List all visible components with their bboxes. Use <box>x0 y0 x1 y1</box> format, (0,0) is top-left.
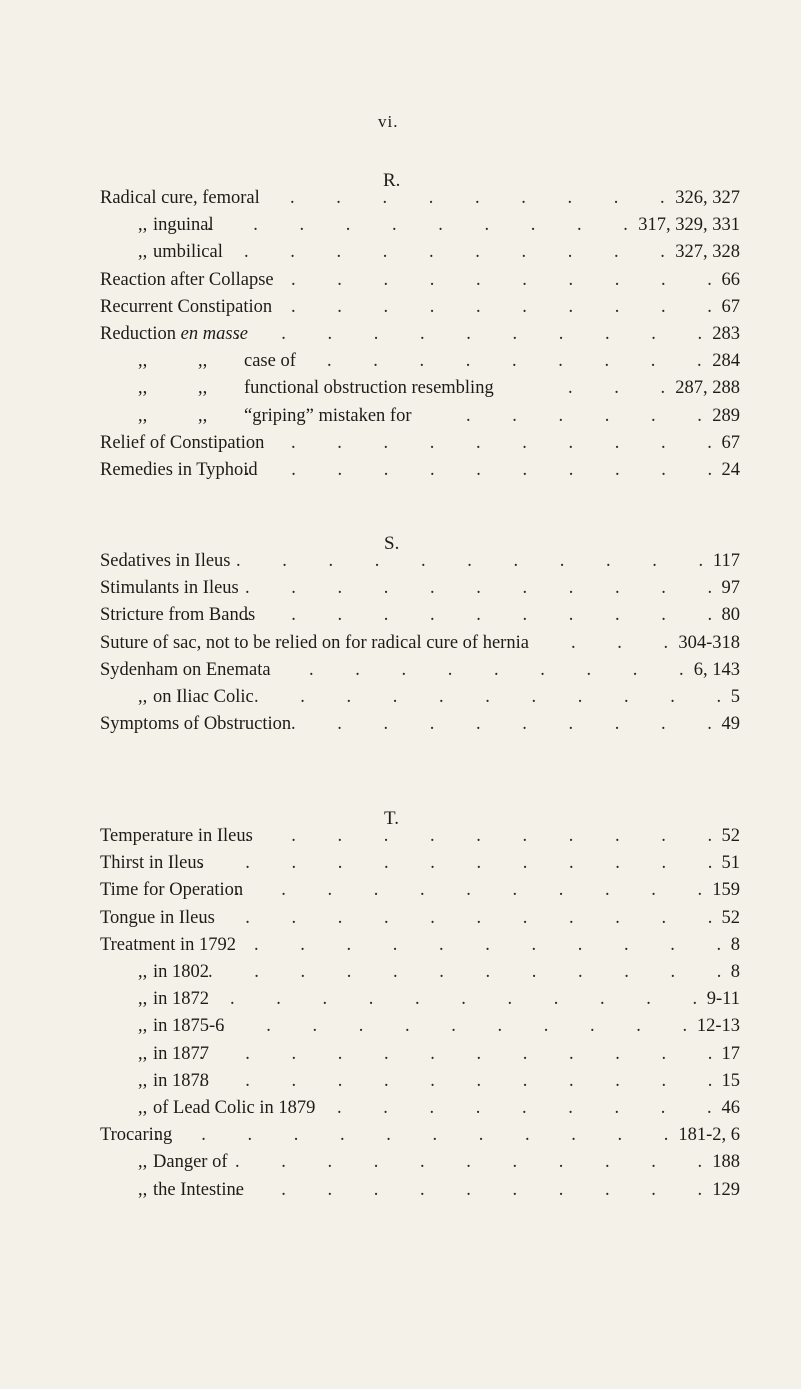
entry-label: on Iliac Colic <box>153 687 254 707</box>
entry-pages: 49 <box>721 714 740 735</box>
entry-pages: 188 <box>712 1152 740 1173</box>
entry-pages: 24 <box>721 460 740 480</box>
entry-pages: 117 <box>712 551 740 571</box>
entry-label: Tongue in Ileus <box>100 907 215 928</box>
dot-leader: . . . . . . . . . <box>309 659 684 680</box>
entry-label: Stricture from Bands <box>100 605 256 626</box>
ditto-mark: ,, <box>138 242 148 263</box>
dot-leader: . . . . . . . . . . . . <box>199 1043 713 1064</box>
entry-label: Danger of <box>153 1152 228 1173</box>
dot-leader: . . . . . . . . . . . <box>245 605 713 626</box>
index-entry <box>100 904 740 932</box>
ditto-mark: ,, <box>138 1179 148 1200</box>
entry-pages: 6, 143 <box>693 659 740 680</box>
dot-leader: . . . . . . . . . . . <box>254 934 722 955</box>
entry-pages: 67 <box>721 296 740 317</box>
dot-leader: . . . . . . . . . . <box>291 296 712 317</box>
entry-label: in 1872 <box>153 989 210 1010</box>
entry-label: Suture of sac, not to be relied on for radical cure of hernia <box>100 632 529 653</box>
index-entry <box>100 184 740 212</box>
entry-label: Trocaring <box>100 1125 173 1146</box>
entry-label: of Lead Colic in 1879 <box>153 1098 316 1118</box>
dot-leader: . . . . . . . . . . <box>291 269 712 290</box>
dot-leader: . . . . . . . . . . . <box>235 324 703 344</box>
section-letter: T. <box>384 808 399 829</box>
index-entry <box>100 1176 740 1204</box>
entry-label: Symptoms of Obstruction <box>100 714 292 735</box>
entry-pages: 97 <box>721 578 740 599</box>
dot-leader: . . . . . . . . . . . <box>236 551 704 571</box>
index-entry <box>100 931 740 959</box>
entry-pages: 80 <box>721 605 740 626</box>
dot-leader: . . . . . . . . . . . <box>235 1152 703 1173</box>
dot-leader: . . . <box>571 632 669 653</box>
index-entry <box>100 347 740 375</box>
ditto-mark: ,, <box>198 351 208 372</box>
dot-leader: . . . . . . . . . . . <box>254 687 722 707</box>
entry-pages: 46 <box>721 1098 740 1118</box>
entry-label: Sedatives in Ileus <box>100 551 231 571</box>
page-number: vi. <box>378 112 399 131</box>
dot-leader: . . . . . . . . . . . <box>245 460 713 480</box>
index-entry <box>100 958 740 986</box>
index-entry <box>100 876 740 904</box>
index-entry <box>100 402 740 430</box>
index-entry <box>100 374 740 402</box>
entry-label: Recurrent Constipation <box>100 296 273 317</box>
section-letter: R. <box>383 170 401 191</box>
entry-pages: 327, 328 <box>675 242 740 263</box>
ditto-mark: ,, <box>138 989 148 1010</box>
index-entry <box>100 656 740 684</box>
entry-label: Radical cure, femoral <box>100 188 260 208</box>
entry-label: in 1802 <box>153 962 210 982</box>
entry-pages: 289 <box>712 405 740 426</box>
index-entry <box>100 629 740 657</box>
ditto-mark: ,, <box>138 1152 148 1173</box>
entry-pages: 326, 327 <box>675 188 740 208</box>
dot-leader: . . . . . . . . . . . . <box>208 962 722 982</box>
ditto-mark: ,, <box>198 378 208 399</box>
ditto-mark: ,, <box>138 378 148 399</box>
dot-leader: . . . . . . . . . . <box>244 242 665 263</box>
ditto-mark: ,, <box>138 215 148 236</box>
entry-label: case of <box>244 351 296 372</box>
index-entry <box>100 1148 740 1176</box>
ditto-mark: ,, <box>198 405 208 426</box>
entry-label: in 1875-6 <box>153 1016 225 1037</box>
entry-label: Sydenham on Enemata <box>100 659 271 680</box>
entry-label: umbilical <box>153 242 223 263</box>
ditto-mark: ,, <box>138 687 148 707</box>
entry-pages: 17 <box>721 1043 740 1064</box>
entry-pages: 67 <box>721 432 740 453</box>
entry-label: the Intestine <box>153 1179 244 1200</box>
entry-pages: 12-13 <box>696 1016 740 1037</box>
section-letter: S. <box>384 533 400 554</box>
dot-leader: . . . . . . . . . . . . <box>199 1070 713 1091</box>
entry-label: Treatment in 1792 <box>100 934 237 955</box>
entry-label: “griping” mistaken for <box>244 405 412 426</box>
index-entry <box>100 1094 740 1122</box>
dot-leader: . . . . . . . . . . . . <box>199 907 713 928</box>
ditto-mark: ,, <box>138 1016 148 1037</box>
index-entry <box>100 547 740 575</box>
dot-leader: . . . . . . . . . . . <box>245 578 713 599</box>
dot-leader: . . . . . . . . . . <box>291 432 712 453</box>
index-entry <box>100 710 740 738</box>
entry-pages: 317, 329, 331 <box>638 215 740 236</box>
entry-pages: 129 <box>712 1179 740 1200</box>
entry-pages: 284 <box>712 351 740 372</box>
entry-pages: 159 <box>712 880 740 901</box>
index-entry <box>100 849 740 877</box>
ditto-mark: ,, <box>138 351 148 372</box>
entry-label: in 1877 <box>153 1043 210 1064</box>
entry-pages: 51 <box>721 853 740 874</box>
index-entry <box>100 238 740 266</box>
entry-label: Remedies in Typhoid <box>100 460 258 480</box>
entry-pages: 181-2, 6 <box>678 1125 740 1146</box>
entry-pages: 287, 288 <box>675 378 740 399</box>
index-entry <box>100 429 740 457</box>
index-entry <box>100 293 740 321</box>
dot-leader: . . . . . . . . . . . <box>230 989 698 1010</box>
entry-label: in 1878 <box>153 1070 210 1091</box>
index-entry <box>100 456 740 484</box>
dot-leader: . . . . . . . . . . . <box>220 1016 688 1037</box>
dot-leader: . . . . . . <box>466 405 702 426</box>
dot-leader: . . . . . . . . . . <box>207 215 628 236</box>
entry-label: functional obstruction resembling <box>244 378 494 399</box>
entry-label: Stimulants in Ileus <box>100 578 239 599</box>
index-entry <box>100 320 740 348</box>
entry-label: inguinal <box>153 215 214 236</box>
ditto-mark: ,, <box>138 1098 148 1118</box>
dot-leader: . . . . . . . . . <box>327 351 702 372</box>
entry-pages: 52 <box>721 826 740 846</box>
index-entry <box>100 574 740 602</box>
ditto-mark: ,, <box>138 1043 148 1064</box>
dot-leader: . . . . . . . . . . . . <box>199 853 713 874</box>
entry-pages: 66 <box>721 269 740 290</box>
index-entry <box>100 211 740 239</box>
dot-leader: . . . . . . . . . <box>290 188 665 208</box>
index-entry <box>100 1067 740 1095</box>
dot-leader: . . . . . . . . . <box>337 1098 712 1118</box>
index-entry <box>100 1040 740 1068</box>
entry-pages: 283 <box>712 324 740 344</box>
entry-pages: 304-318 <box>678 632 740 653</box>
entry-label: Relief of Constipation <box>100 432 265 453</box>
index-entry <box>100 601 740 629</box>
index-entry <box>100 683 740 711</box>
entry-pages: 52 <box>721 907 740 928</box>
entry-label: Temperature in Ileus <box>100 826 253 846</box>
index-entry <box>100 266 740 294</box>
index-entry <box>100 822 740 850</box>
entry-label: Thirst in Ileus <box>100 853 204 874</box>
entry-pages: 5 <box>730 687 740 707</box>
entry-label: Reduction en masse <box>100 324 248 344</box>
entry-pages: 8 <box>730 962 740 982</box>
entry-pages: 15 <box>721 1070 740 1091</box>
entry-label: Time for Operation <box>100 880 244 901</box>
index-entry <box>100 1121 740 1149</box>
dot-leader: . . . . . . . . . . . . <box>155 1125 669 1146</box>
dot-leader: . . . <box>568 378 666 399</box>
ditto-mark: ,, <box>138 1070 148 1091</box>
dot-leader: . . . . . . . . . . . <box>235 1179 703 1200</box>
dot-leader: . . . . . . . . . . . <box>235 880 703 901</box>
dot-leader: . . . . . . . . . . . <box>245 826 713 846</box>
index-entry <box>100 1012 740 1040</box>
dot-leader: . . . . . . . . . . <box>291 714 712 735</box>
entry-label: Reaction after Collapse <box>100 269 274 290</box>
index-entry <box>100 985 740 1013</box>
entry-pages: 8 <box>730 934 740 955</box>
entry-pages: 9-11 <box>706 989 740 1010</box>
ditto-mark: ,, <box>138 405 148 426</box>
ditto-mark: ,, <box>138 962 148 982</box>
